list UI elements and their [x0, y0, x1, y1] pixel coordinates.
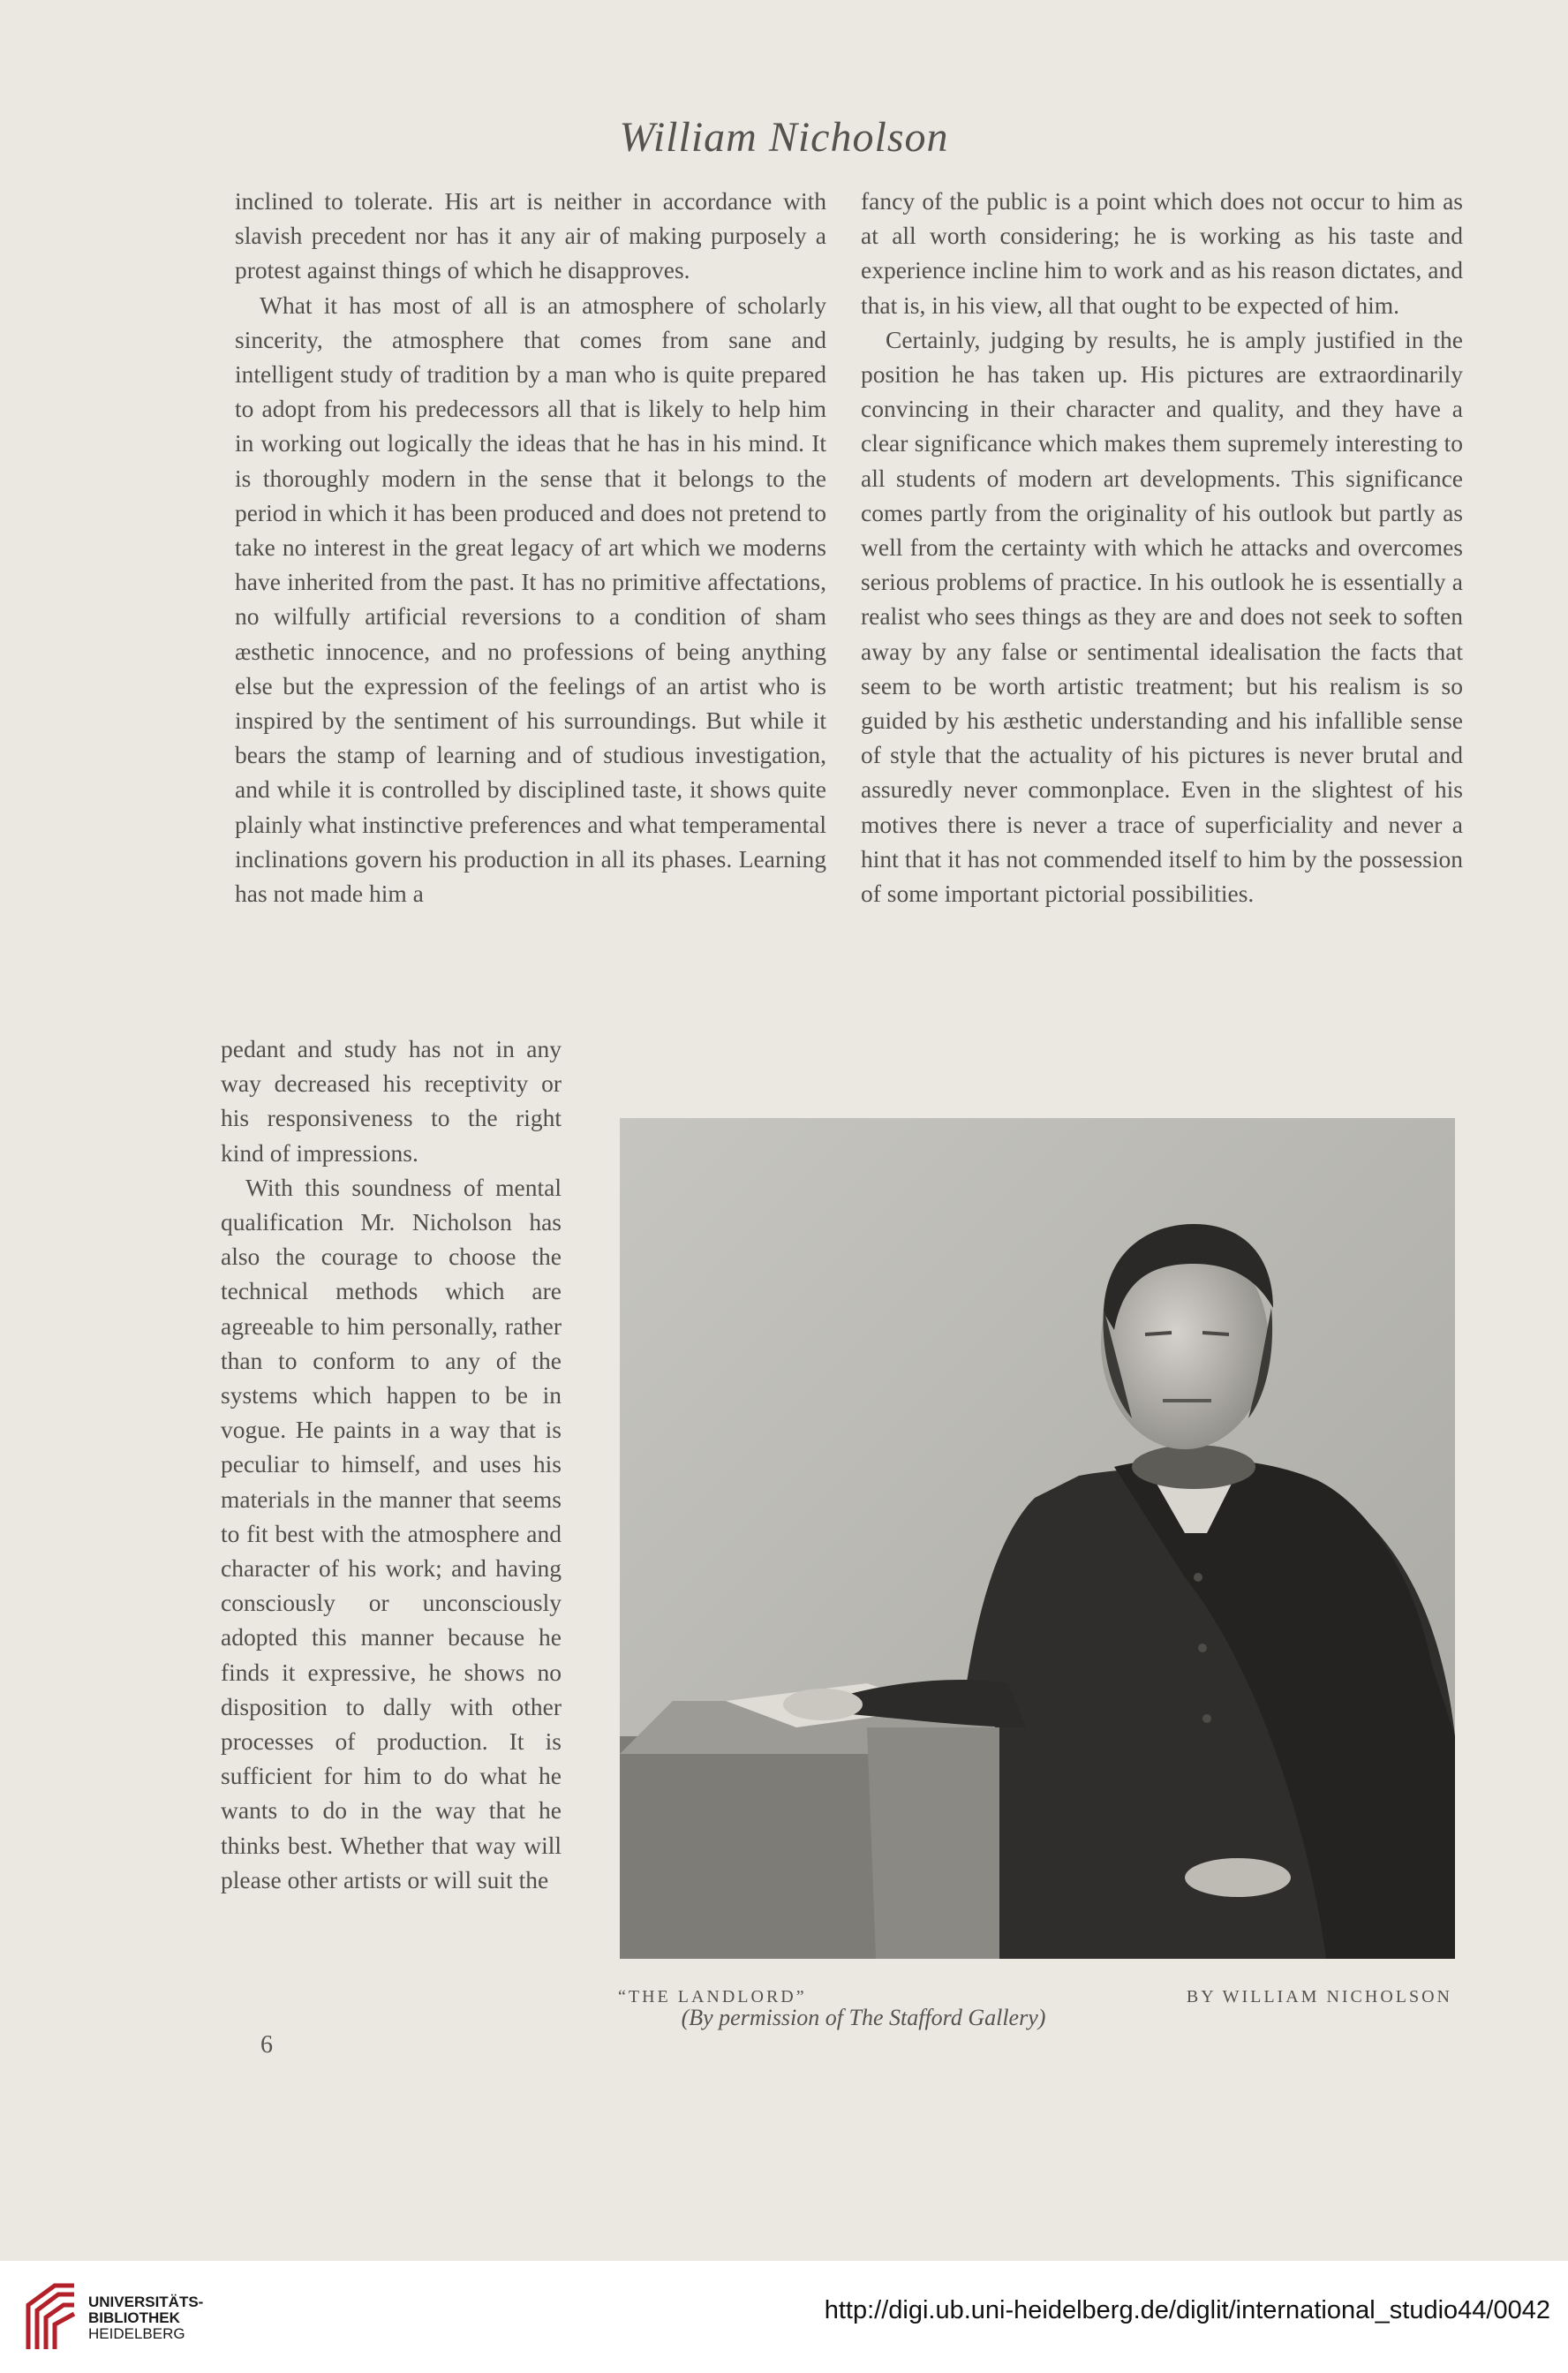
portrait-painting-image	[620, 1118, 1455, 1959]
page-number: 6	[260, 2031, 273, 2059]
left-column-top	[235, 184, 826, 911]
library-name-line: BIBLIOTHEK	[88, 2309, 180, 2326]
paragraph: pedant and study has not in any way decreased his receptivity or his responsiveness to the right kind of impressions.	[221, 1035, 562, 1167]
footer-bar	[0, 2261, 1568, 2373]
source-url-link[interactable]: http://digi.ub.uni-heidelberg.de/diglit/international_studio44/0042	[824, 2296, 1550, 2324]
library-name-line: UNIVERSITÄTS-	[88, 2294, 204, 2310]
left-column-narrow	[221, 1032, 562, 1897]
library-logo-icon	[19, 2279, 79, 2353]
figure-credit: (By permission of The Stafford Gallery)	[681, 2005, 1046, 2030]
paragraph: Certainly, judging by results, he is amply justified in the position he has taken up. His pictures are extraordinarily convincing in their character and quality, and they have a clear significance which makes them supremely interesting to all students of modern art developments. This significance comes partly from the originality of his outlook but partly as well from the certainty with which he attacks and overcomes serious problems of practice. In his outlook he is essentially a realist who sees things as they are and does not seek to soften away by any false or sentimental idealisation the facts that seem to be worth artistic treatment; but his realism is so guided by his æsthetic understanding and his infallible sense of style that the actuality of his pictures is never brutal and assuredly never commonplace. Even in the slightest of his motives there is never a trace of superficiality and never a hint that it has not commended itself to him by the possession of some important pictorial possibilities.	[861, 325, 1463, 908]
library-name	[88, 2294, 203, 2342]
figure-artist: BY WILLIAM NICHOLSON	[1186, 1987, 1452, 2006]
paragraph: fancy of the public is a point which does not occur to him as at all worth considering; he is working as his taste and experience incline him to work and as his reason dictates, and that is, in his view, all that ought to be expected of him.	[861, 187, 1463, 319]
running-head: William Nicholson	[619, 114, 949, 161]
portrait-illustration	[620, 1118, 1455, 1959]
figure-title: “THE LANDLORD”	[618, 1987, 807, 2006]
paragraph: With this soundness of mental qualification Mr. Nicholson has also the courage to choose the technical methods which are agreeable to him personally, rather than to conform to any of the systems which happen to be in vogue. He paints in a way that is peculiar to himself, and uses his materials in the manner that seems to fit best with the atmosphere and character of his work; and having consciously or unconsciously adopted this manner because he finds it expressive, he shows no disposition to dally with other processes of production. It is sufficient for him to do what he wants to do in the way that he thinks best. Whether that way will please other artists or will suit the	[221, 1173, 562, 1893]
paragraph: inclined to tolerate. His art is neither in accordance with slavish precedent nor has it any air of making purposely a protest against things of which he disapproves.	[235, 187, 826, 284]
right-column	[861, 184, 1463, 911]
paragraph: What it has most of all is an atmosphere of scholarly sincerity, the atmosphere that comes from sane and intelligent study of tradition by a man who is quite prepared to adopt from his predecessors all that is likely to help him in working out logically the ideas that he has in his mind. It is thoroughly modern in the sense that it belongs to the period in which it has been produced and does not pretend to take no interest in the great legacy of art which we moderns have inherited from the past. It has no primitive affectations, no wilfully artificial reversions to a condition of sham æsthetic innocence, and no professions of being anything else but the expression of the feelings of an artist who is inspired by the sentiment of his surroundings. But while it bears the stamp of learning and of studious investigation, and while it is controlled by disciplined taste, it shows quite plainly what instinctive preferences and what temperamental inclinations govern his production in all its phases. Learning has not made him a	[235, 291, 826, 908]
library-name-line: HEIDELBERG	[88, 2325, 185, 2342]
